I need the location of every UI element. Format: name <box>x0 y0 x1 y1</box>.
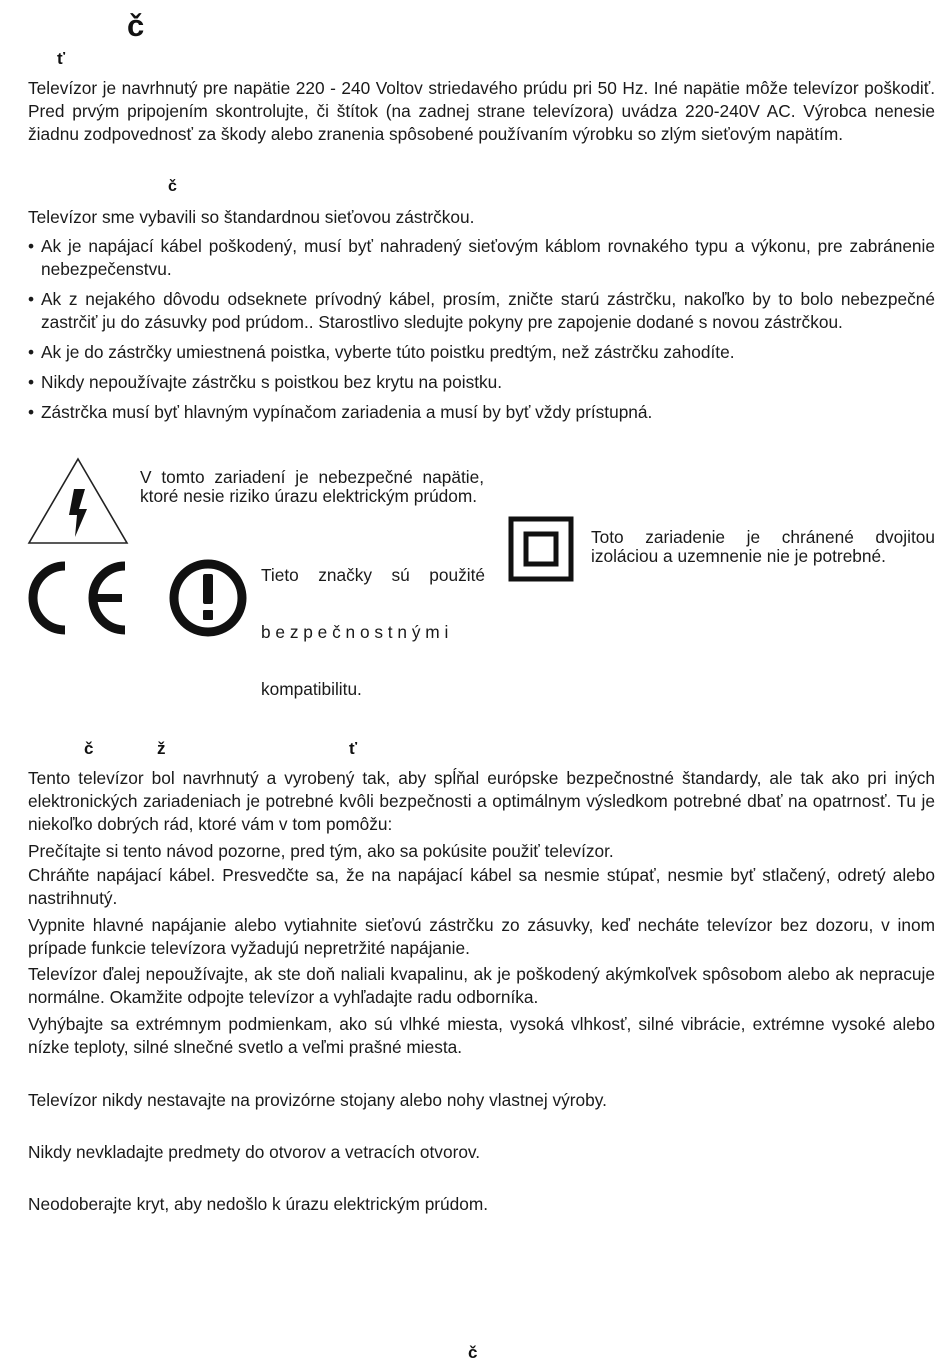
footer-fragment: č <box>468 1343 478 1362</box>
danger-voltage-text: V tomto zariadení je nebezpečné napätie, ktoré nesie riziko úrazu elektrickým prúdom. <box>140 467 484 506</box>
exclamation-circle-icon <box>168 558 248 638</box>
list-item: • Nikdy nepoužívajte zástrčku s poistkou bez krytu na poistku. <box>28 371 935 394</box>
marks-text-line-3: kompatibilitu. <box>261 679 362 699</box>
header-fragment-c: č <box>127 8 145 43</box>
plug-bullet-list <box>28 235 935 431</box>
safety-item: Nikdy nevkladajte predmety do otvorov a vetracích otvorov. <box>28 1142 481 1162</box>
header-fragment-t: ť <box>57 49 66 68</box>
safety-item: Televízor nikdy nestavajte na provizórne stojany alebo nohy vlastnej výroby. <box>28 1090 607 1110</box>
marks-text-line-2: b e z p e č n o s t n ý m i <box>261 622 449 642</box>
list-item: • Zástrčka musí byť hlavným vypínačom zariadenia a musí by byť vždy prístupná. <box>28 401 935 424</box>
marks-text-line-1: Tieto značky sú použité <box>261 565 485 585</box>
safety-item: Vyhýbajte sa extrémnym podmienkam, ako sú vlhké miesta, vysoká vlhkosť, silné vibrácie, extrémne vysoké alebo nízke teploty, silné slnečné svetlo a veľmi prašné miesta. <box>28 1014 935 1057</box>
plug-intro: Televízor sme vybavili so štandardnou sieťovou zástrčkou. <box>28 207 475 227</box>
safety-item: Neodoberajte kryt, aby nedošlo k úrazu elektrickým prúdom. <box>28 1194 489 1214</box>
double-insulation-text: Toto zariadenie je chránené dvojitou izoláciou a uzemnenie nie je potrebné. <box>591 527 935 566</box>
list-item: • Ak je napájací kábel poškodený, musí byť nahradený sieťovým káblom rovnakého typu a výkonu, pre zabránenie nebezpečenstvu. <box>28 235 935 281</box>
safety-item: Vypnite hlavné napájanie alebo vytiahnite sieťovú zástrčku zo zásuvky, keď necháte televízor bez dozoru, v inom prípade funkcie televízora vyžadujú nepretržité napájanie. <box>28 915 935 958</box>
safety-item: Prečítajte si tento návod pozorne, pred tým, ako sa pokúsite použiť televízor. <box>28 841 614 861</box>
safety-heading-fragment: ž <box>157 739 166 758</box>
double-insulation-icon <box>508 516 574 582</box>
safety-heading-fragment: č <box>84 739 94 758</box>
safety-heading-fragment: ť <box>349 739 358 758</box>
plug-heading-fragment: č <box>168 178 177 195</box>
list-item: • Ak z nejakého dôvodu odseknete prívodný kábel, prosím, zničte starú zástrčku, nakoľko by to bolo nebezpečné zastrčiť ju do zásuvky pod prúdom.. Starostlivo sledujte pokyny pre zapojenie dodané s novou zástrčkou. <box>28 288 935 334</box>
safety-item: Televízor ďalej nepoužívajte, ak ste doň naliali kvapalinu, ak je poškodený akýmkoľvek spôsobom alebo ak nepracuje normálne. Okamžite odpojte televízor a vyhľadajte radu odborníka. <box>28 964 935 1007</box>
safety-intro: Tento televízor bol navrhnutý a vyrobený tak, aby spĺňal európske bezpečnostné štandardy, ale tak ako pri iných elektronických zariadeniach je potrebné kvôli bezpečnosti a optimálnym výsledkom potrebné dbať na opatrnosť. Tu je niekoľko dobrých rád, ktoré vám v tom pomôžu: <box>28 768 935 834</box>
safety-item: Chráňte napájací kábel. Presvedčte sa, že na napájací kábel sa nesmie stúpať, nesmie byť stlačený, odretý alebo nastrihnutý. <box>28 865 935 908</box>
ce-mark-icon <box>27 560 131 636</box>
voltage-paragraph: Televízor je navrhnutý pre napätie 220 - 240 Voltov striedavého prúdu pri 50 Hz. Iné napätie môže televízor poškodiť. Pred prvým pripojením skontrolujte, či štítok (na zadnej strane televízora) uvádza 220-240V AC. Výrobca nenesie žiadnu zodpovednosť za škody alebo zranenia spôsobené používaním výrobku so zlým sieťovým napätím. <box>28 78 935 144</box>
lightning-warning-icon <box>27 457 129 545</box>
list-item: • Ak je do zástrčky umiestnená poistka, vyberte túto poistku predtým, než zástrčku zahodíte. <box>28 341 935 364</box>
